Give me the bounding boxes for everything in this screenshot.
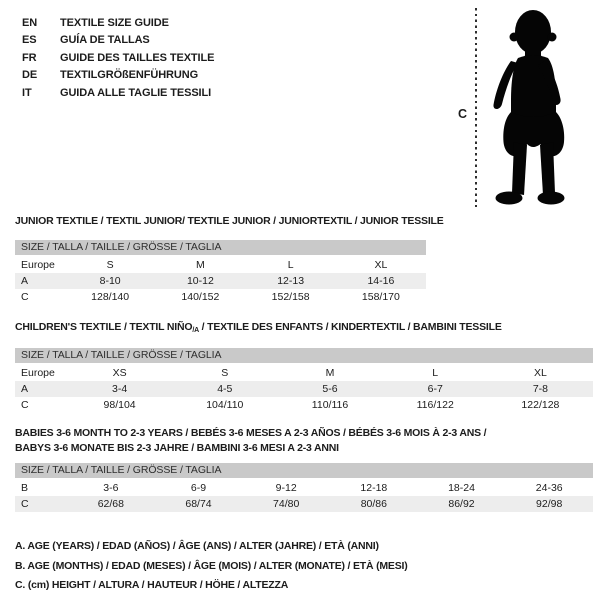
language-code: FR (22, 51, 37, 64)
title-text: / TEXTILE DES ENFANTS / KINDERTEXTIL / BAMBINI TESSILE (198, 321, 502, 333)
table-cell: 152/158 (271, 291, 310, 303)
table-cell: 12-18 (360, 482, 388, 494)
table-cell: 4-5 (217, 383, 233, 395)
size-header-bar: SIZE / TALLA / TAILLE / GRÖSSE / TAGLIA (15, 348, 593, 363)
table-cell: S (221, 367, 229, 379)
table-cell: 128/140 (91, 291, 130, 303)
table-row (15, 496, 593, 512)
size-header-bar: SIZE / TALLA / TAILLE / GRÖSSE / TAGLIA (15, 240, 426, 255)
row-label: C (21, 291, 29, 303)
title-text: CHILDREN'S TEXTILE / TEXTIL NIÑO (15, 321, 193, 333)
table-cell: 3-4 (112, 383, 128, 395)
language-label: TEXTILGRÖßENFÜHRUNG (60, 69, 199, 82)
table-cell: 3-6 (103, 482, 119, 494)
table-row (15, 273, 426, 289)
baby-silhouette-icon (484, 8, 576, 208)
table-cell: 14-16 (367, 275, 395, 287)
babies-title-line1: BABIES 3-6 MONTH TO 2-3 YEARS / BEBÉS 3-6 MESES A 2-3 AÑOS / BÉBÉS 3-6 MOIS À 2-3 ANS / (15, 427, 487, 439)
babies-title-line2: BABYS 3-6 MONATE BIS 2-3 JAHRE / BAMBINI 3-6 MESI A 2-3 ANNI (15, 442, 339, 454)
table-cell: 7-8 (532, 383, 548, 395)
table-cell: 92/98 (536, 498, 563, 510)
table-cell: 116/122 (416, 399, 454, 411)
children-section-title (15, 321, 593, 337)
table-cell: M (196, 259, 205, 271)
children-textile-section (15, 321, 593, 413)
row-label: Europe (21, 259, 55, 271)
table-cell: 62/68 (97, 498, 124, 510)
row-label: A (21, 383, 29, 395)
table-cell: 8-10 (99, 275, 121, 287)
table-cell: 74/80 (273, 498, 300, 510)
table-row (15, 397, 593, 413)
row-label: B (21, 482, 29, 494)
table-row (15, 365, 593, 381)
legend-line-a: A. AGE (YEARS) / EDAD (AÑOS) / ÂGE (ANS) / ALTER (JAHRE) / ETÀ (ANNI) (15, 540, 379, 552)
language-row-it (22, 84, 214, 102)
table-cell: 68/74 (185, 498, 212, 510)
legend (15, 537, 408, 596)
language-code: DE (22, 69, 38, 82)
height-measure-label: C (458, 107, 468, 121)
table-cell: XL (374, 259, 388, 271)
table-cell: 18-24 (448, 482, 475, 494)
table-cell: M (325, 367, 335, 379)
table-cell: 10-12 (186, 275, 214, 287)
table-cell: XL (533, 367, 547, 379)
row-label: C (21, 498, 29, 510)
table-cell: 5-6 (322, 383, 338, 395)
table-cell: 86/92 (448, 498, 475, 510)
table-row (15, 480, 593, 496)
table-cell: 98/104 (103, 399, 136, 411)
table-cell: 6-7 (427, 383, 443, 395)
legend-line-b: B. AGE (MONTHS) / EDAD (MESES) / ÂGE (MOIS) / ALTER (MONATE) / ETÀ (MESI) (15, 559, 408, 572)
language-row-es (22, 32, 214, 50)
table-cell: XS (112, 367, 127, 379)
table-cell: 122/128 (521, 399, 560, 411)
language-label: GUIDA ALLE TAGLIE TESSILI (60, 86, 212, 99)
junior-textile-section (15, 215, 444, 305)
table-row (15, 257, 426, 273)
table-cell: L (432, 367, 439, 379)
size-header-bar: SIZE / TALLA / TAILLE / GRÖSSE / TAGLIA (15, 463, 593, 478)
language-row-fr (22, 49, 214, 67)
table-cell: 80/86 (360, 498, 387, 510)
table-cell: 12-13 (277, 275, 305, 287)
table-row (15, 381, 593, 397)
language-list (22, 14, 214, 102)
babies-section-title (15, 426, 593, 456)
table-cell: 6-9 (190, 482, 207, 494)
language-label: GUÍA DE TALLAS (60, 34, 150, 47)
language-code: IT (22, 86, 32, 99)
language-code: EN (22, 16, 38, 29)
table-cell: S (106, 259, 114, 271)
table-cell: 104/110 (206, 399, 244, 411)
language-code: ES (22, 34, 37, 47)
babies-textile-section (15, 426, 593, 512)
table-cell: 158/170 (361, 291, 400, 303)
height-dotted-line (475, 8, 477, 207)
table-cell: L (287, 259, 294, 271)
language-label: TEXTILE SIZE GUIDE (60, 16, 169, 29)
table-cell: 24-36 (535, 482, 563, 494)
legend-line-c: C. (cm) HEIGHT / ALTURA / HAUTEUR / HÖHE / ALTEZZA (15, 579, 289, 591)
row-label: C (21, 399, 29, 411)
table-cell: 9-12 (275, 482, 297, 494)
language-row-de (22, 67, 214, 85)
junior-section-title: JUNIOR TEXTILE / TEXTIL JUNIOR/ TEXTILE JUNIOR / JUNIORTEXTIL / JUNIOR TESSILE (15, 215, 444, 227)
table-cell: 110/116 (311, 399, 349, 411)
language-label: GUIDE DES TAILLES TEXTILE (60, 51, 215, 64)
row-label: A (21, 275, 29, 287)
table-cell: 140/152 (181, 291, 220, 303)
row-label: Europe (21, 367, 55, 379)
table-row (15, 289, 426, 305)
title-subscript: /A (192, 327, 199, 334)
language-row-en (22, 14, 214, 32)
